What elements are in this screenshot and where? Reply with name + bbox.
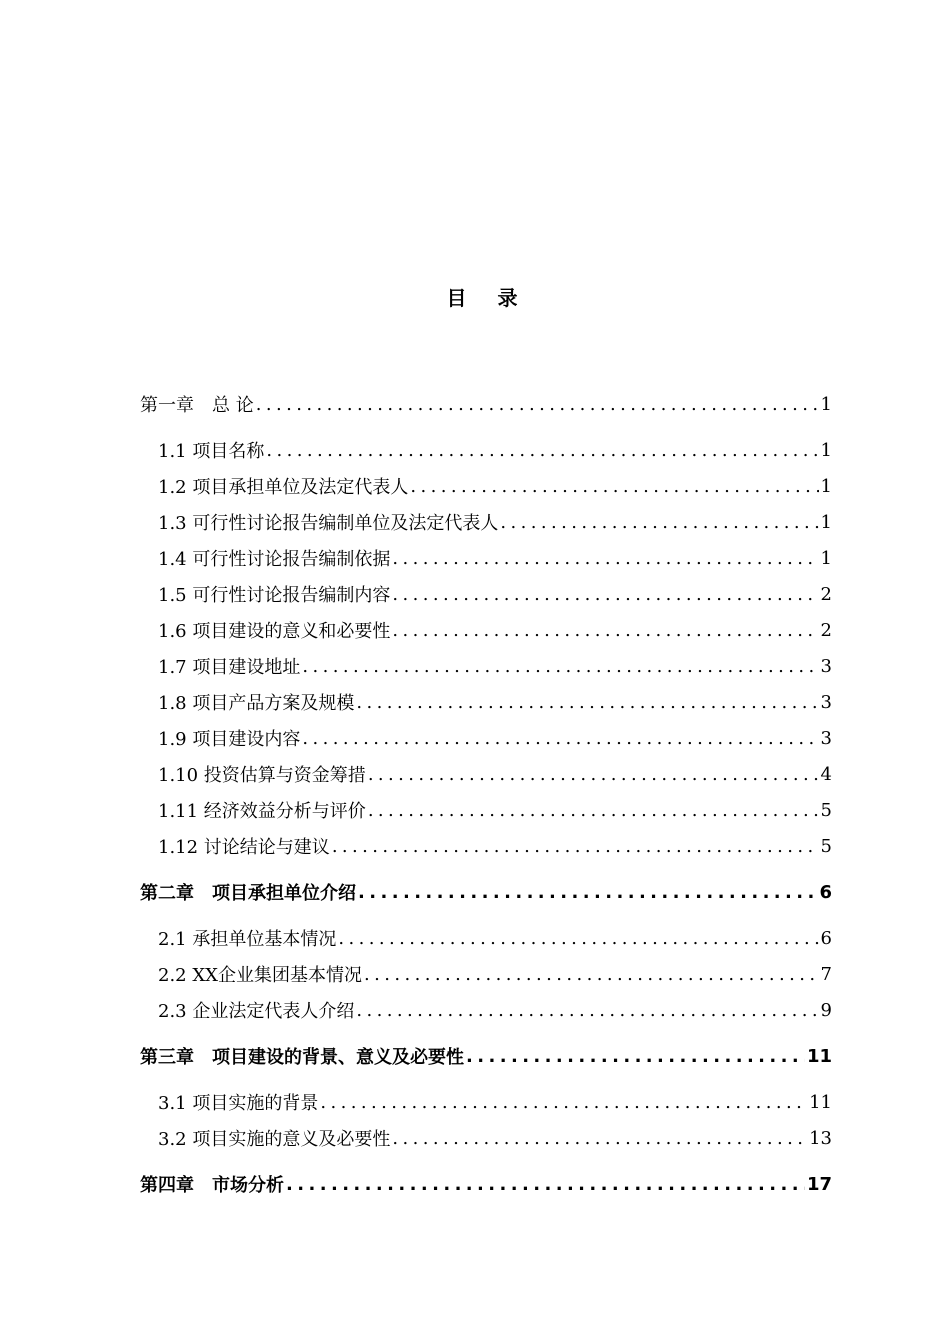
toc-entry-label: 第二章 项目承担单位介绍	[140, 883, 356, 904]
toc-entry-page-number: 11	[809, 1091, 832, 1113]
toc-entry-label: 3.2 项目实施的意义及必要性	[158, 1129, 391, 1150]
toc-entry-2-1[interactable]	[158, 922, 832, 954]
dot-leader	[366, 800, 819, 821]
toc-entry-1-5[interactable]	[158, 578, 832, 610]
toc-entry-chapter-2[interactable]	[140, 876, 832, 908]
toc-entry-label: 1.4 可行性讨论报告编制依据	[158, 549, 391, 570]
dot-leader	[390, 1128, 807, 1149]
toc-entry-1-10[interactable]	[158, 758, 832, 790]
toc-entry-page-number: 6	[819, 881, 832, 903]
toc-entry-1-11[interactable]	[158, 794, 832, 826]
toc-entry-page-number: 7	[820, 963, 832, 985]
toc-entry-3-1[interactable]	[158, 1086, 832, 1118]
toc-entry-label: 1.9 项目建设内容	[158, 729, 301, 750]
toc-entry-1-7[interactable]	[158, 650, 832, 682]
dot-leader	[300, 656, 818, 677]
toc-entry-label: 1.3 可行性讨论报告编制单位及法定代表人	[158, 513, 499, 534]
toc-entry-page-number: 5	[820, 799, 832, 821]
dot-leader	[336, 928, 818, 949]
toc-entry-1-12[interactable]	[158, 830, 832, 862]
toc-entry-label: 第四章 市场分析	[140, 1175, 284, 1196]
toc-entry-label: 1.6 项目建设的意义和必要性	[158, 621, 391, 642]
dot-leader	[254, 394, 819, 415]
toc-entry-label: 1.7 项目建设地址	[158, 657, 301, 678]
dot-leader	[318, 1092, 807, 1113]
toc-entry-1-6[interactable]	[158, 614, 832, 646]
toc-entry-page-number: 5	[820, 835, 832, 857]
toc-entry-chapter-4[interactable]	[140, 1168, 832, 1200]
toc-entry-page-number: 3	[820, 691, 832, 713]
dot-leader	[300, 728, 818, 749]
toc-entry-1-2[interactable]	[158, 470, 832, 502]
toc-entry-page-number: 11	[806, 1045, 832, 1067]
toc-entry-page-number: 1	[820, 547, 832, 569]
toc-entry-label: 1.11 经济效益分析与评价	[158, 801, 366, 822]
toc-entry-1-8[interactable]	[158, 686, 832, 718]
dot-leader	[390, 584, 818, 605]
dot-leader	[390, 548, 818, 569]
toc-entry-label: 3.1 项目实施的背景	[158, 1093, 319, 1114]
toc-entry-1-9[interactable]	[158, 722, 832, 754]
toc-entry-1-1[interactable]	[158, 434, 832, 466]
dot-leader	[330, 836, 819, 857]
toc-entry-page-number: 13	[809, 1127, 832, 1149]
toc-entry-page-number: 1	[820, 439, 832, 461]
toc-entry-page-number: 1	[820, 511, 832, 533]
toc-entry-label: 2.2 XX企业集团基本情况	[158, 965, 362, 986]
toc-entry-1-4[interactable]	[158, 542, 832, 574]
dot-leader	[464, 1046, 805, 1067]
toc-entry-2-3[interactable]	[158, 994, 832, 1026]
dot-leader	[264, 440, 818, 461]
toc-entry-label: 1.10 投资估算与资金筹措	[158, 765, 366, 786]
toc-entry-chapter-3[interactable]	[140, 1040, 832, 1072]
toc-entry-page-number: 6	[820, 927, 832, 949]
dot-leader	[284, 1174, 805, 1195]
toc-entry-label: 第三章 项目建设的背景、意义及必要性	[140, 1047, 464, 1068]
toc-entry-page-number: 3	[820, 655, 832, 677]
dot-leader	[356, 882, 817, 903]
toc-entry-page-number: 2	[820, 583, 832, 605]
toc-entry-chapter-1[interactable]	[140, 388, 832, 420]
toc-entry-label: 1.2 项目承担单位及法定代表人	[158, 477, 409, 498]
dot-leader	[354, 1000, 818, 1021]
dot-leader	[362, 964, 819, 985]
toc-entry-page-number: 9	[820, 999, 832, 1021]
toc-entry-page-number: 17	[806, 1173, 832, 1195]
toc-entry-page-number: 3	[820, 727, 832, 749]
toc-entry-page-number: 1	[820, 393, 832, 415]
dot-leader	[408, 476, 818, 497]
toc-entry-3-2[interactable]	[158, 1122, 832, 1154]
toc-entry-page-number: 4	[820, 763, 832, 785]
dot-leader	[390, 620, 818, 641]
toc-entry-label: 1.12 讨论结论与建议	[158, 837, 330, 858]
toc-entry-2-2[interactable]	[158, 958, 832, 990]
toc-title: 目 录	[446, 286, 530, 310]
dot-leader	[366, 764, 819, 785]
toc-entry-label: 1.5 可行性讨论报告编制内容	[158, 585, 391, 606]
dot-leader	[354, 692, 818, 713]
dot-leader	[498, 512, 818, 533]
toc-entry-label: 1.1 项目名称	[158, 441, 265, 462]
toc-entry-page-number: 1	[820, 475, 832, 497]
toc-entry-page-number: 2	[820, 619, 832, 641]
toc-entry-label: 2.3 企业法定代表人介绍	[158, 1001, 355, 1022]
toc-entry-label: 2.1 承担单位基本情况	[158, 929, 337, 950]
toc-entry-label: 1.8 项目产品方案及规模	[158, 693, 355, 714]
toc-entry-1-3[interactable]	[158, 506, 832, 538]
toc-entry-label: 第一章 总 论	[140, 395, 254, 416]
